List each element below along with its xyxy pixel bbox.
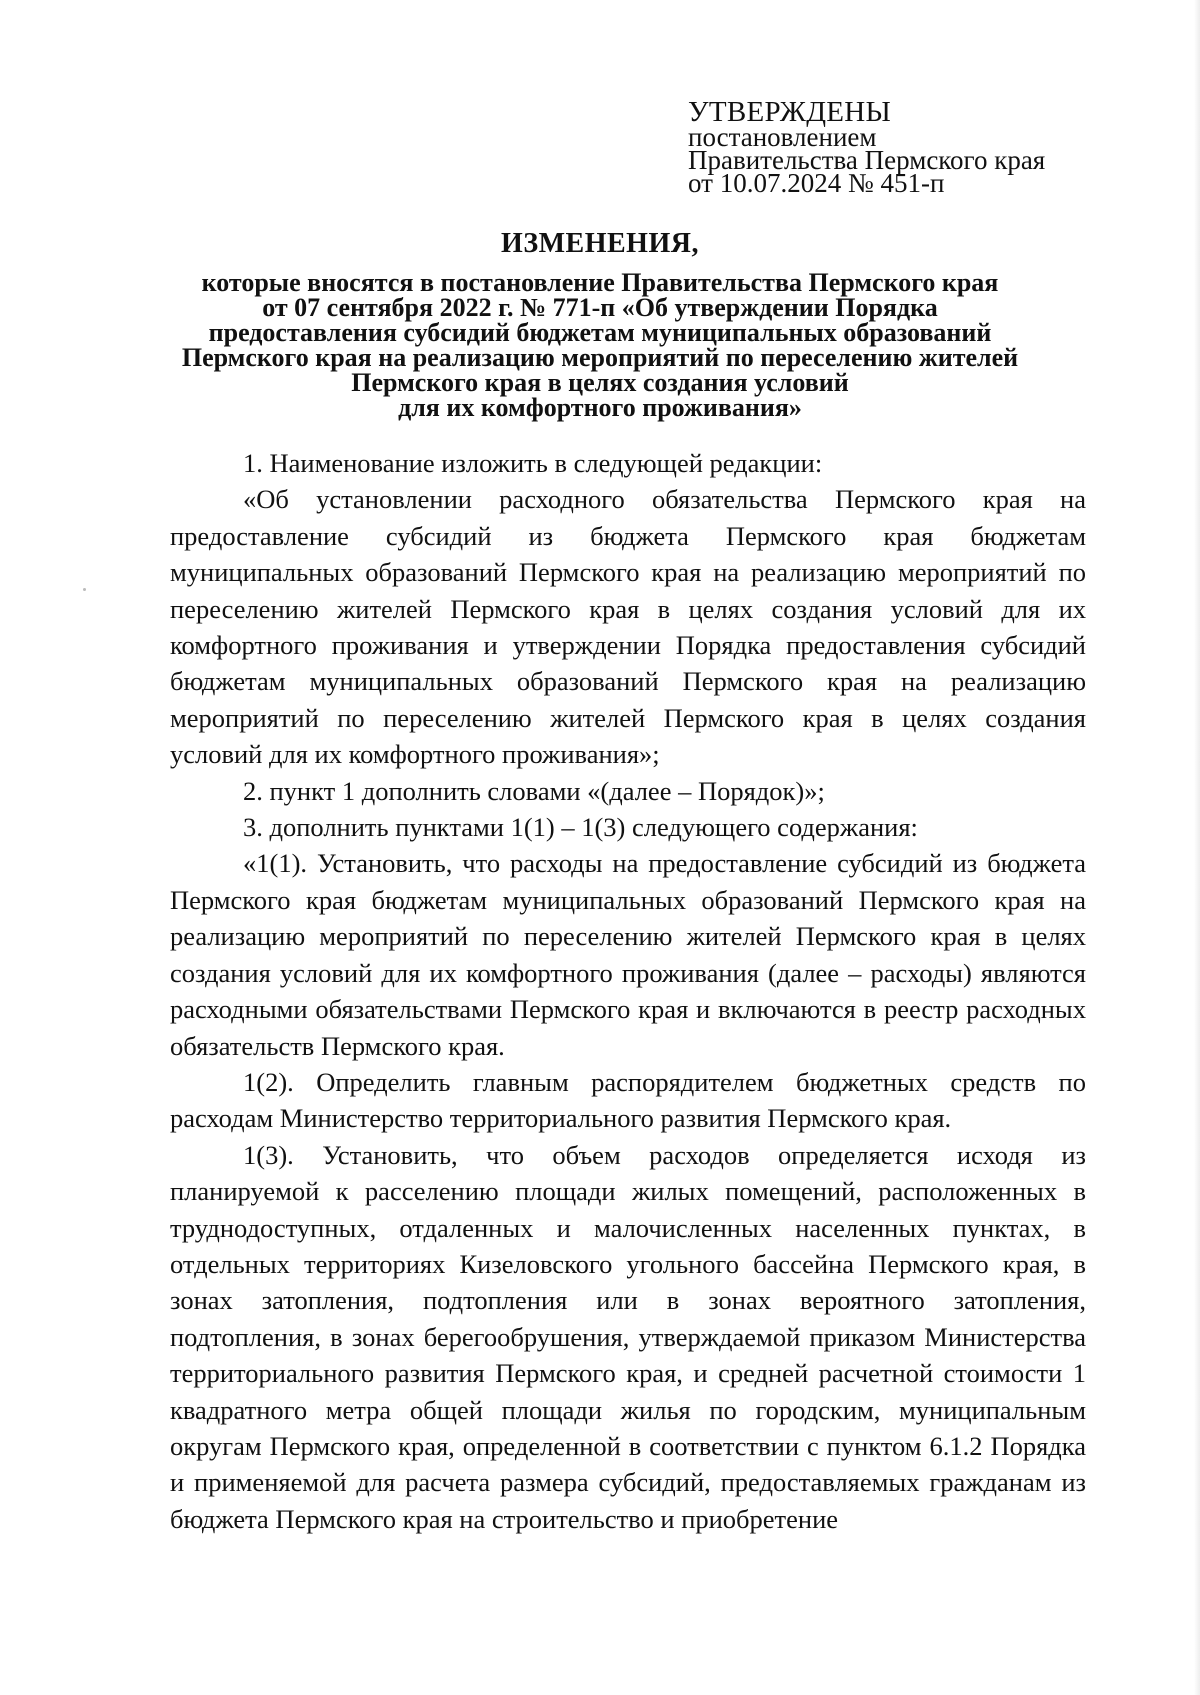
- approval-line-3: от 10.07.2024 № 451-п: [688, 168, 945, 198]
- paragraph-7: 1(3). Установить, что объем расходов определяется исходя из планируемой к расселению площади жилых помещений, расположенных в труднодоступных, отдаленных и малочисленных населенных пунктах, в отдельных территориях Кизеловского угольного бассейна Пермского края, в зонах затопления, подтопления или в зонах вероятного затопления, подтопления, в зонах берегообрушения, утверждаемой приказом Министерства территориального развития Пермского края, и средней расчетной стоимости 1 квадратного метра общей площади жилья по городским, муниципальным округам Пермского края, определенной в соответствии с пунктом 6.1.2 Порядка и применяемой для расчета размера субсидий, предоставляемых гражданам из бюджета Пермского края на строительство и приобретение: [170, 1139, 1086, 1534]
- approval-title: УТВЕРЖДЕНЫ: [688, 96, 892, 128]
- paragraph-6: 1(2). Определить главным распорядителем бюджетных средств по расходам Министерство территориального развития Пермского края.: [170, 1066, 1086, 1134]
- page-edge-shadow: [1194, 0, 1200, 1695]
- subtitle-line-3: предоставления субсидий бюджетам муниципальных образований: [208, 318, 992, 347]
- paragraph-5: «1(1). Установить, что расходы на предоставление субсидий из бюджета Пермского края бюджетам муниципальных образований Пермского края на реализацию мероприятий по переселению жителей Пермского края в целях создания условий для их комфортного проживания (далее – расходы) являются расходными обязательствами Пермского края и включаются в реестр расходных обязательств Пермского края.: [170, 848, 1086, 1061]
- paragraph-2: «Об установлении расходного обязательства Пермского края на предоставление субсидий из бюджета Пермского края бюджетам муниципальных образований Пермского края на реализацию мероприятий по переселению жителей Пермского края в целях создания условий для их комфортного проживания и утверждении Порядка предоставления субсидий бюджетам муниципальных образований Пермского края на реализацию мероприятий по переселению жителей Пермского края в целях создания условий для их комфортного проживания»;: [170, 484, 1086, 770]
- approval-line-1: постановлением: [688, 122, 877, 152]
- subtitle-line-6: для их комфортного проживания»: [398, 393, 802, 422]
- subtitle-line-5: Пермского края в целях создания условий: [351, 368, 849, 397]
- subtitle-line-1: которые вносятся в постановление Правительства Пермского края: [201, 268, 999, 297]
- subtitle-line-2: от 07 сентября 2022 г. № 771-п «Об утверждении Порядка: [262, 293, 938, 322]
- paragraph-4: 3. дополнить пунктами 1(1) – 1(3) следующего содержания:: [243, 812, 918, 843]
- subtitle-line-4: Пермского края на реализацию мероприятий по переселению жителей: [181, 343, 1019, 372]
- document-title: ИЗМЕНЕНИЯ,: [501, 228, 699, 259]
- scan-speck: [83, 588, 86, 591]
- approval-line-2: Правительства Пермского края: [688, 145, 1046, 175]
- document-body: [170, 445, 1086, 1537]
- paragraph-1: 1. Наименование изложить в следующей редакции:: [243, 448, 823, 478]
- document-subtitle: [150, 270, 1050, 420]
- paragraph-3: 2. пункт 1 дополнить словами «(далее – Порядок)»;: [243, 775, 825, 806]
- approval-stamp: [688, 96, 1046, 198]
